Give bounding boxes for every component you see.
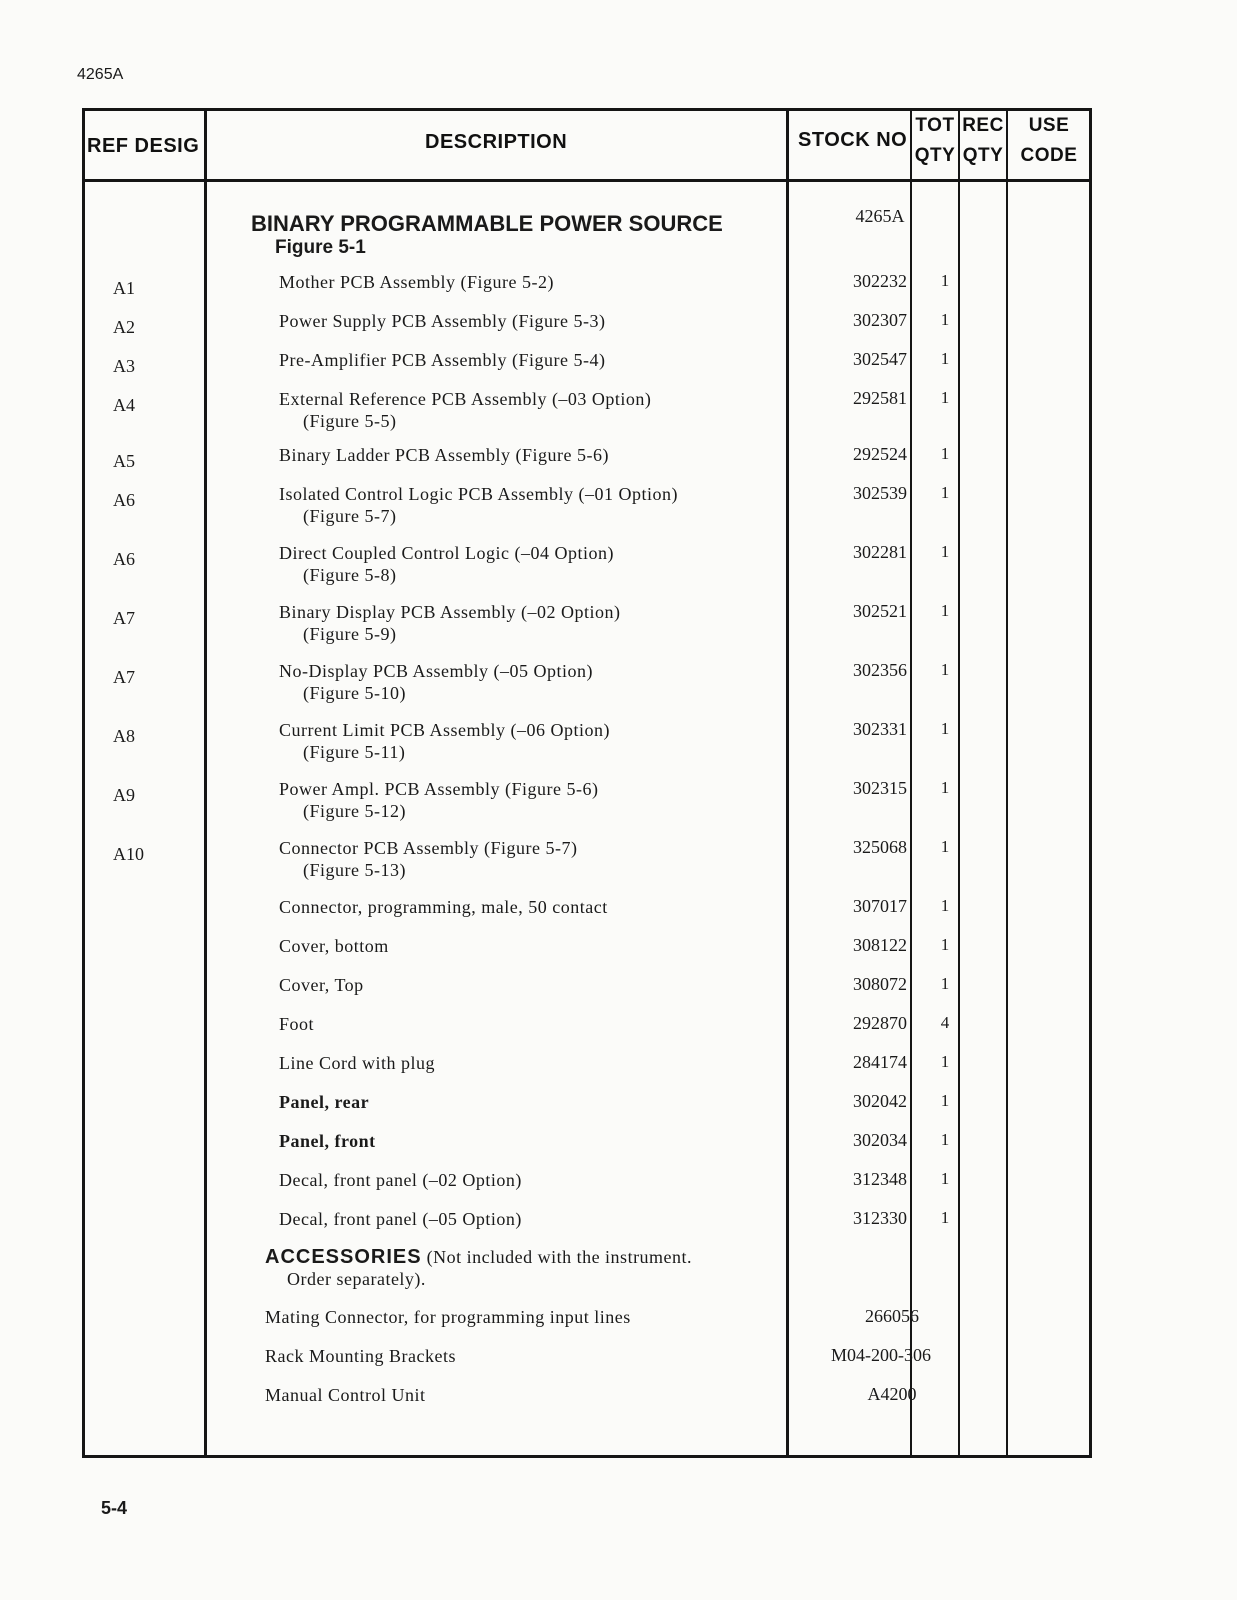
stock-no: 302281	[853, 542, 907, 562]
stock-no: 302331	[853, 719, 907, 739]
tot-qty: 1	[940, 660, 950, 679]
header-ref-desig: REF DESIG	[87, 135, 200, 157]
description	[279, 935, 389, 957]
stock-no: 292524	[853, 444, 907, 464]
stock-no: 308072	[853, 974, 907, 994]
description	[279, 542, 614, 586]
header-use-label: USE	[1028, 115, 1070, 136]
description-text: Binary Ladder PCB Assembly (Figure 5-6)	[279, 445, 609, 465]
stock-no: 302232	[853, 271, 907, 291]
header-use-code	[1008, 111, 1090, 171]
description-text: Cover, Top	[279, 975, 364, 995]
description	[279, 837, 578, 881]
page-number: 5-4	[101, 1498, 128, 1518]
tot-qty: 1	[940, 896, 950, 915]
tot-qty: 1	[940, 542, 950, 561]
description	[279, 601, 621, 645]
accessories-note: (Not included with the instrument.	[426, 1247, 693, 1267]
description-figure-ref: (Figure 5-7)	[303, 506, 397, 526]
header-qty-label: QTY	[914, 145, 956, 166]
tot-qty: 1	[940, 719, 950, 738]
description-text: Isolated Control Logic PCB Assembly (–01 Option)	[279, 484, 678, 504]
tot-qty: 1	[940, 778, 950, 797]
description	[279, 1169, 522, 1191]
accessories-note-continued: Order separately).	[287, 1269, 426, 1289]
accessories-title: ACCESSORIES	[265, 1246, 422, 1268]
tot-qty: 1	[940, 1208, 950, 1227]
section-stock-no: 4265A	[855, 206, 905, 226]
description-text: Connector, programming, male, 50 contact	[279, 897, 608, 917]
ref-desig: A6	[113, 549, 135, 569]
tot-qty: 1	[940, 974, 950, 993]
description	[279, 1208, 522, 1230]
description-text: Binary Display PCB Assembly (–02 Option)	[279, 602, 621, 622]
description-text: Cover, bottom	[279, 936, 389, 956]
description-text: Decal, front panel (–02 Option)	[279, 1170, 522, 1190]
stock-no: 292581	[853, 388, 907, 408]
accessory-description: Rack Mounting Brackets	[265, 1346, 456, 1366]
description-text: Direct Coupled Control Logic (–04 Option)	[279, 543, 614, 563]
description	[279, 310, 606, 332]
description-text: Decal, front panel (–05 Option)	[279, 1209, 522, 1229]
ref-desig: A7	[113, 608, 135, 628]
description	[279, 660, 593, 704]
table-header	[85, 111, 1089, 182]
description-figure-ref: (Figure 5-12)	[303, 801, 406, 821]
description-text: Panel, front	[279, 1131, 376, 1151]
column-divider	[786, 111, 789, 1455]
ref-desig: A6	[113, 490, 135, 510]
description-text: Line Cord with plug	[279, 1053, 435, 1073]
description	[279, 444, 609, 466]
description-figure-ref: (Figure 5-9)	[303, 624, 397, 644]
stock-no: 302547	[853, 349, 907, 369]
accessory-stock-no: A4200	[867, 1384, 917, 1404]
section-figure-ref: Figure 5-1	[275, 237, 366, 258]
stock-no: 312348	[853, 1169, 907, 1189]
stock-no: 302042	[853, 1091, 907, 1111]
ref-desig: A4	[113, 395, 135, 415]
header-rec-label: REC	[962, 115, 1004, 136]
description	[279, 719, 610, 763]
description-text: Pre-Amplifier PCB Assembly (Figure 5-4)	[279, 350, 606, 370]
parts-list-table	[82, 108, 1092, 1458]
description	[279, 778, 599, 822]
accessory-description: Mating Connector, for programming input lines	[265, 1307, 631, 1327]
description-figure-ref: (Figure 5-13)	[303, 860, 406, 880]
description-text: Connector PCB Assembly (Figure 5-7)	[279, 838, 578, 858]
description	[279, 896, 608, 918]
stock-no: 284174	[853, 1052, 907, 1072]
accessory-description: Manual Control Unit	[265, 1385, 426, 1405]
stock-no: 302315	[853, 778, 907, 798]
description-text: Panel, rear	[279, 1092, 370, 1112]
header-tot-qty	[912, 111, 958, 171]
description-text: Foot	[279, 1014, 315, 1034]
description	[279, 974, 364, 996]
stock-no: 292870	[853, 1013, 907, 1033]
description-figure-ref: (Figure 5-8)	[303, 565, 397, 585]
tot-qty: 1	[940, 444, 950, 463]
description-figure-ref: (Figure 5-10)	[303, 683, 406, 703]
description	[279, 1091, 369, 1113]
tot-qty: 1	[940, 1091, 950, 1110]
tot-qty: 1	[940, 1169, 950, 1188]
stock-no: 312330	[853, 1208, 907, 1228]
stock-no: 302356	[853, 660, 907, 680]
description-figure-ref: (Figure 5-5)	[303, 411, 397, 431]
tot-qty: 1	[940, 483, 950, 502]
description-figure-ref: (Figure 5-11)	[303, 742, 406, 762]
description	[279, 483, 678, 527]
description-text: Current Limit PCB Assembly (–06 Option)	[279, 720, 611, 740]
description	[279, 349, 605, 371]
header-tot-label: TOT	[915, 115, 955, 136]
description	[279, 1013, 314, 1035]
stock-no: 302539	[853, 483, 907, 503]
ref-desig: A5	[113, 451, 135, 471]
tot-qty: 1	[940, 271, 950, 290]
header-description: DESCRIPTION	[425, 131, 568, 153]
description-text: Mother PCB Assembly (Figure 5-2)	[279, 272, 554, 292]
ref-desig: A1	[113, 278, 135, 298]
stock-no: 308122	[853, 935, 907, 955]
description-text: External Reference PCB Assembly (–03 Option)	[279, 389, 652, 409]
accessory-stock-no: M04-200-306	[831, 1345, 931, 1365]
header-stock-no: STOCK NO	[798, 129, 908, 151]
description	[279, 388, 651, 432]
column-divider	[204, 111, 207, 1455]
ref-desig: A8	[113, 726, 135, 746]
accessory-stock-no: 266056	[865, 1306, 919, 1326]
tot-qty: 1	[940, 1130, 950, 1149]
description	[279, 271, 554, 293]
tot-qty: 1	[940, 935, 950, 954]
description-text: No-Display PCB Assembly (–05 Option)	[279, 661, 594, 681]
tot-qty: 4	[940, 1013, 950, 1032]
ref-desig: A10	[113, 844, 144, 864]
tot-qty: 1	[940, 1052, 950, 1071]
description-text: Power Supply PCB Assembly (Figure 5-3)	[279, 311, 606, 331]
stock-no: 302521	[853, 601, 907, 621]
ref-desig: A3	[113, 356, 135, 376]
section-title: BINARY PROGRAMMABLE POWER SOURCE	[251, 211, 723, 236]
description	[279, 1052, 435, 1074]
tot-qty: 1	[940, 349, 950, 368]
stock-no: 302307	[853, 310, 907, 330]
description	[279, 1130, 376, 1152]
tot-qty: 1	[940, 601, 950, 620]
stock-no: 325068	[853, 837, 907, 857]
tot-qty: 1	[940, 388, 950, 407]
header-code-label: CODE	[1020, 145, 1078, 166]
document-number: 4265A	[77, 66, 124, 83]
ref-desig: A2	[113, 317, 135, 337]
header-qty-label: QTY	[962, 145, 1004, 166]
ref-desig: A7	[113, 667, 135, 687]
stock-no: 307017	[853, 896, 907, 916]
header-rec-qty	[960, 111, 1006, 171]
accessories-block	[265, 1246, 692, 1290]
tot-qty: 1	[940, 310, 950, 329]
description-text: Power Ampl. PCB Assembly (Figure 5-6)	[279, 779, 599, 799]
stock-no: 302034	[853, 1130, 907, 1150]
ref-desig: A9	[113, 785, 135, 805]
tot-qty: 1	[940, 837, 950, 856]
column-divider	[1006, 111, 1008, 1455]
